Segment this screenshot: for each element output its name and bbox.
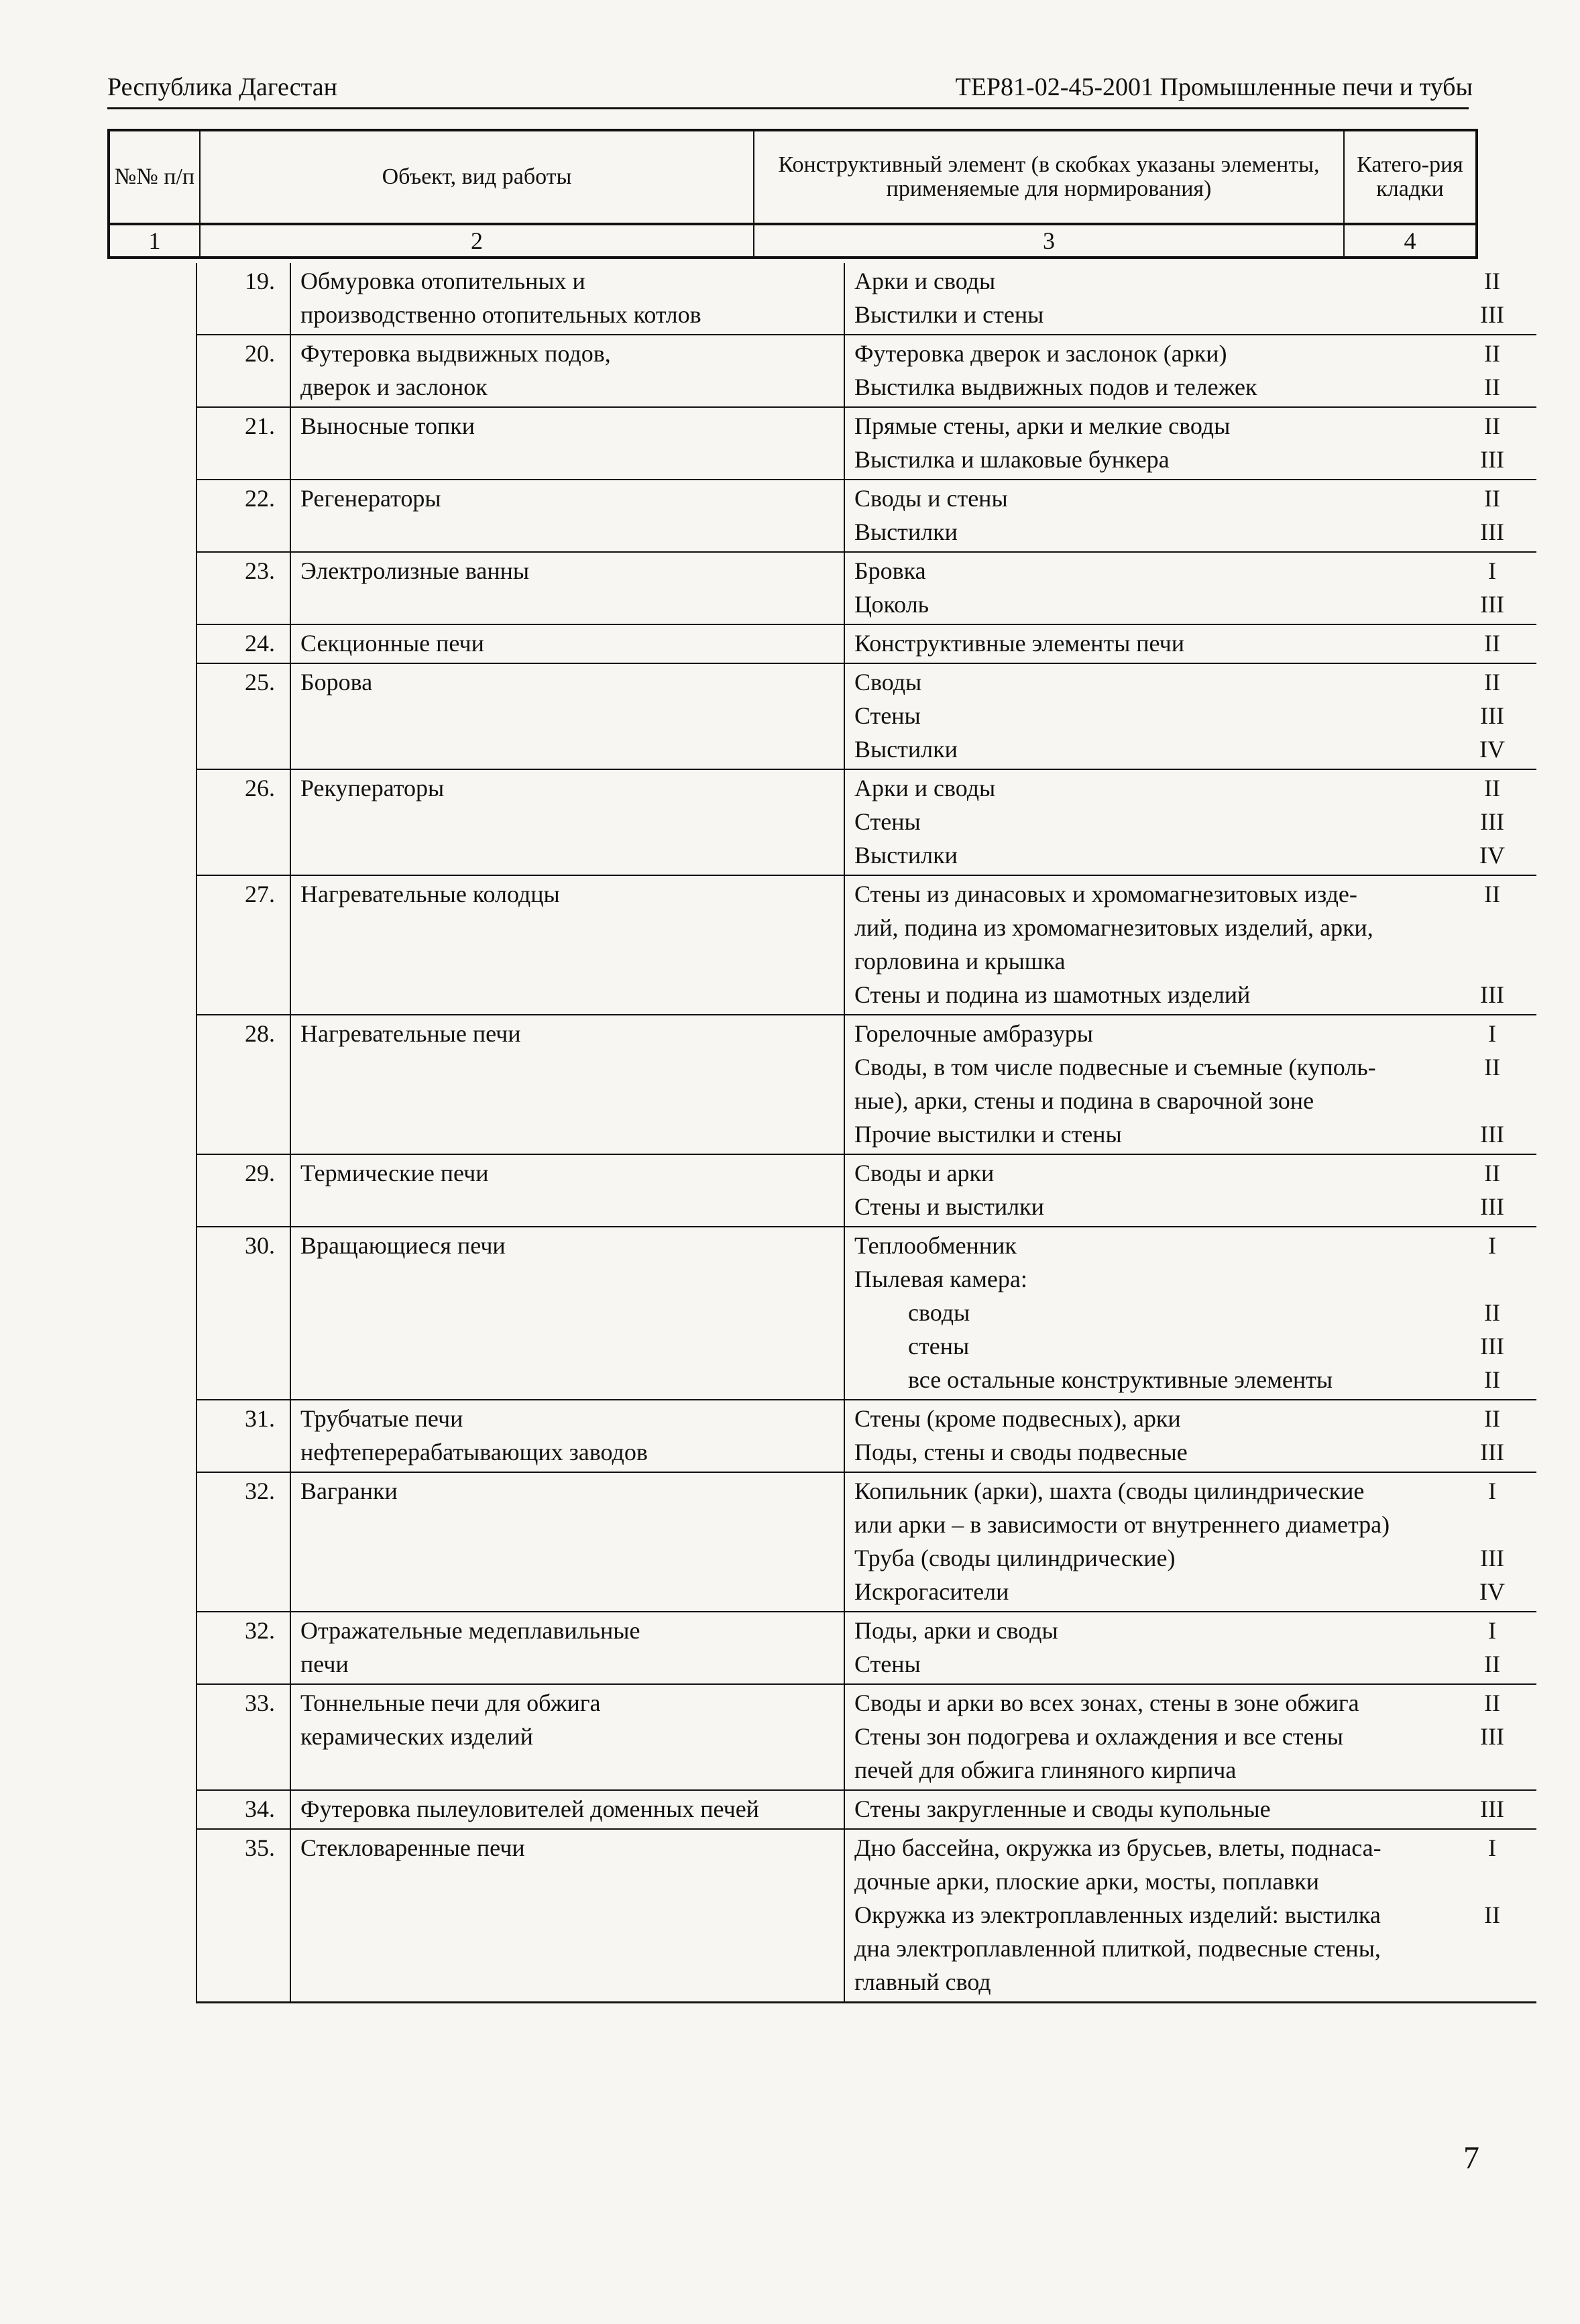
category-value: III bbox=[1480, 981, 1504, 1008]
element-line: Теплообменник bbox=[854, 1232, 1017, 1259]
category-value: II bbox=[1484, 1690, 1500, 1716]
object-cell bbox=[290, 1015, 844, 1154]
category-value: III bbox=[1480, 1333, 1504, 1360]
element-line: дна электроплавленной плиткой, подвесные стены, bbox=[854, 1935, 1381, 1962]
table-row bbox=[196, 1015, 1536, 1154]
norms-table bbox=[196, 263, 1536, 2003]
category-cell bbox=[1421, 480, 1536, 552]
row-number: 25. bbox=[196, 663, 290, 769]
element-line: Горелочные амбразуры bbox=[854, 1020, 1093, 1047]
table-row bbox=[196, 1472, 1536, 1612]
table-row bbox=[196, 875, 1536, 1015]
object-cell bbox=[290, 407, 844, 480]
category-value: I bbox=[1488, 557, 1496, 584]
category-value bbox=[1448, 1865, 1536, 1898]
element-cell bbox=[844, 407, 1421, 480]
element-line: все остальные конструктивные элементы bbox=[908, 1366, 1333, 1393]
row-number: 34. bbox=[196, 1790, 290, 1829]
category-value bbox=[1448, 911, 1536, 944]
element-line: или арки – в зависимости от внутреннего диаметра) bbox=[854, 1511, 1390, 1538]
category-value: II bbox=[1484, 1405, 1500, 1432]
header-left: Республика Дагестан bbox=[107, 73, 337, 101]
element-cell bbox=[844, 769, 1421, 875]
category-value bbox=[1448, 1932, 1536, 1965]
object-line: Футеровка выдвижных подов, bbox=[300, 340, 611, 367]
element-line: Выстилки bbox=[854, 842, 958, 869]
category-cell bbox=[1421, 769, 1536, 875]
category-cell bbox=[1421, 1015, 1536, 1154]
category-value: IV bbox=[1479, 1578, 1505, 1605]
category-cell bbox=[1421, 1472, 1536, 1612]
category-value: III bbox=[1480, 1193, 1504, 1220]
table-row bbox=[196, 1227, 1536, 1400]
element-cell bbox=[844, 875, 1421, 1015]
element-line: Прямые стены, арки и мелкие своды bbox=[854, 412, 1231, 439]
col-number-4: 4 bbox=[1344, 224, 1477, 258]
element-cell bbox=[844, 1790, 1421, 1829]
element-cell bbox=[844, 1015, 1421, 1154]
object-line: Трубчатые печи bbox=[300, 1405, 463, 1432]
element-line: Поды, стены и своды подвесные bbox=[854, 1439, 1188, 1465]
object-cell bbox=[290, 335, 844, 407]
row-number: 33. bbox=[196, 1684, 290, 1790]
table-row bbox=[196, 1154, 1536, 1227]
element-line: Стены и выстилки bbox=[854, 1193, 1044, 1220]
element-cell bbox=[844, 1154, 1421, 1227]
object-line: Обмуровка отопительных и bbox=[300, 268, 585, 294]
element-line: Выстилка и шлаковые бункера bbox=[854, 446, 1170, 473]
row-number: 30. bbox=[196, 1227, 290, 1400]
object-line: печи bbox=[300, 1651, 349, 1677]
header-rule bbox=[107, 107, 1469, 109]
element-line: Труба (своды цилиндрические) bbox=[854, 1545, 1176, 1571]
object-line: Термические печи bbox=[300, 1160, 489, 1186]
element-line: Выстилки bbox=[854, 736, 958, 763]
page-number: 7 bbox=[1463, 2140, 1479, 2176]
element-line: Цоколь bbox=[854, 591, 929, 618]
category-value: II bbox=[1484, 1054, 1500, 1081]
object-cell bbox=[290, 1472, 844, 1612]
object-cell bbox=[290, 1154, 844, 1227]
category-value: III bbox=[1480, 702, 1504, 729]
category-value bbox=[1448, 1753, 1536, 1787]
category-value: II bbox=[1484, 412, 1500, 439]
object-line: Электролизные ванны bbox=[300, 557, 530, 584]
category-value: II bbox=[1484, 340, 1500, 367]
element-line: Стены bbox=[854, 702, 921, 729]
element-line: Пылевая камера: bbox=[854, 1266, 1027, 1292]
object-cell bbox=[290, 663, 844, 769]
object-line: дверок и заслонок bbox=[300, 374, 488, 400]
object-cell bbox=[290, 1790, 844, 1829]
element-line: Своды и арки bbox=[854, 1160, 995, 1186]
col-header-category: Катего-рия кладки bbox=[1344, 130, 1477, 224]
object-cell bbox=[290, 1684, 844, 1790]
element-line: Стены bbox=[854, 808, 921, 835]
element-cell bbox=[844, 1684, 1421, 1790]
category-cell bbox=[1421, 263, 1536, 335]
element-line: Поды, арки и своды bbox=[854, 1617, 1058, 1644]
element-line: Своды bbox=[854, 669, 922, 696]
element-cell bbox=[844, 335, 1421, 407]
category-value: III bbox=[1480, 808, 1504, 835]
element-cell bbox=[844, 263, 1421, 335]
object-cell bbox=[290, 263, 844, 335]
category-value bbox=[1448, 944, 1536, 978]
element-line: Футеровка дверок и заслонок (арки) bbox=[854, 340, 1227, 367]
table-row bbox=[196, 335, 1536, 407]
category-cell bbox=[1421, 1154, 1536, 1227]
category-cell bbox=[1421, 1227, 1536, 1400]
element-line: Искрогасители bbox=[854, 1578, 1009, 1605]
object-cell bbox=[290, 1227, 844, 1400]
category-cell bbox=[1421, 1790, 1536, 1829]
element-line: Арки и своды bbox=[854, 775, 996, 801]
category-value: II bbox=[1484, 485, 1500, 512]
element-line: Копильник (арки), шахта (своды цилиндрические bbox=[854, 1478, 1365, 1504]
element-line: Дно бассейна, окружка из брусьев, влеты, поднаса- bbox=[854, 1834, 1381, 1861]
category-value: II bbox=[1484, 268, 1500, 294]
category-cell bbox=[1421, 335, 1536, 407]
element-line: Стены и подина из шамотных изделий bbox=[854, 981, 1251, 1008]
object-cell bbox=[290, 1400, 844, 1472]
element-line: Стены зон подогрева и охлаждения и все стены bbox=[854, 1723, 1343, 1750]
element-cell bbox=[844, 480, 1421, 552]
category-value bbox=[1448, 1508, 1536, 1541]
category-value: II bbox=[1484, 881, 1500, 907]
table-row bbox=[196, 552, 1536, 624]
object-line: керамических изделий bbox=[300, 1723, 533, 1750]
element-cell bbox=[844, 624, 1421, 663]
object-line: Стекловаренные печи bbox=[300, 1834, 525, 1861]
element-line: Стены (кроме подвесных), арки bbox=[854, 1405, 1181, 1432]
column-header-table bbox=[107, 129, 1478, 259]
row-number: 22. bbox=[196, 480, 290, 552]
element-line: лий, подина из хромомагнезитовых изделий, арки, bbox=[854, 914, 1373, 941]
category-value: I bbox=[1488, 1617, 1496, 1644]
element-cell bbox=[844, 1472, 1421, 1612]
table-row bbox=[196, 769, 1536, 875]
table-body bbox=[196, 263, 1536, 2003]
element-line: Выстилка выдвижных подов и тележек bbox=[854, 374, 1257, 400]
category-value: II bbox=[1484, 1299, 1500, 1326]
table-row bbox=[196, 663, 1536, 769]
table-row bbox=[196, 407, 1536, 480]
object-cell bbox=[290, 875, 844, 1015]
element-line: Выстилки bbox=[854, 518, 958, 545]
object-line: Нагревательные печи bbox=[300, 1020, 521, 1047]
row-number: 19. bbox=[196, 263, 290, 335]
category-value: IV bbox=[1479, 736, 1505, 763]
row-number: 20. bbox=[196, 335, 290, 407]
category-value: III bbox=[1480, 446, 1504, 473]
category-value: III bbox=[1480, 1121, 1504, 1148]
category-value: III bbox=[1480, 591, 1504, 618]
element-cell bbox=[844, 1227, 1421, 1400]
row-number: 26. bbox=[196, 769, 290, 875]
table-row bbox=[196, 1829, 1536, 2003]
object-line: нефтеперерабатывающих заводов bbox=[300, 1439, 648, 1465]
table-row bbox=[196, 480, 1536, 552]
category-cell bbox=[1421, 1829, 1536, 2003]
object-line: Рекуператоры bbox=[300, 775, 445, 801]
header-right: ТЕР81-02-45-2001 Промышленные печи и тубы bbox=[955, 73, 1473, 101]
element-line: стены bbox=[908, 1333, 970, 1360]
object-line: Секционные печи bbox=[300, 630, 484, 657]
element-line: Своды и арки во всех зонах, стены в зоне обжига bbox=[854, 1690, 1359, 1716]
row-number: 23. bbox=[196, 552, 290, 624]
category-value: III bbox=[1480, 1723, 1504, 1750]
object-line: Регенераторы bbox=[300, 485, 441, 512]
object-line: Нагревательные колодцы bbox=[300, 881, 560, 907]
element-line: Бровка bbox=[854, 557, 926, 584]
element-cell bbox=[844, 1612, 1421, 1684]
table-row bbox=[196, 624, 1536, 663]
object-cell bbox=[290, 1612, 844, 1684]
category-value: II bbox=[1484, 1901, 1500, 1928]
element-line: Своды и стены bbox=[854, 485, 1008, 512]
element-line: горловина и крышка bbox=[854, 948, 1066, 975]
category-value: II bbox=[1484, 374, 1500, 400]
object-line: Борова bbox=[300, 669, 373, 696]
object-line: Тоннельные печи для обжига bbox=[300, 1690, 601, 1716]
col-header-num: №№ п/п bbox=[109, 130, 200, 224]
element-line: своды bbox=[908, 1299, 970, 1326]
object-line: производственно отопительных котлов bbox=[300, 301, 701, 328]
col-header-object: Объект, вид работы bbox=[200, 130, 754, 224]
category-value: II bbox=[1484, 1651, 1500, 1677]
col-number-1: 1 bbox=[109, 224, 200, 258]
element-line: Стены из динасовых и хромомагнезитовых изде- bbox=[854, 881, 1357, 907]
category-value bbox=[1448, 1084, 1536, 1117]
element-line: Арки и своды bbox=[854, 268, 996, 294]
category-value: III bbox=[1480, 301, 1504, 328]
category-value: II bbox=[1484, 630, 1500, 657]
element-line: главный свод bbox=[854, 1969, 991, 1995]
table-row bbox=[196, 1790, 1536, 1829]
object-cell bbox=[290, 624, 844, 663]
category-value: II bbox=[1484, 775, 1500, 801]
element-line: печей для обжига глиняного кирпича bbox=[854, 1757, 1237, 1783]
object-cell bbox=[290, 769, 844, 875]
category-value: III bbox=[1480, 1795, 1504, 1822]
element-line: ные), арки, стены и подина в сварочной зоне bbox=[854, 1087, 1314, 1114]
element-line: Выстилки и стены bbox=[854, 301, 1044, 328]
element-line: Прочие выстилки и стены bbox=[854, 1121, 1122, 1148]
element-cell bbox=[844, 552, 1421, 624]
col-number-3: 3 bbox=[754, 224, 1344, 258]
category-value: I bbox=[1488, 1478, 1496, 1504]
category-value: II bbox=[1484, 1160, 1500, 1186]
element-line: Стены закругленные и своды купольные bbox=[854, 1795, 1271, 1822]
row-number: 32. bbox=[196, 1472, 290, 1612]
category-cell bbox=[1421, 552, 1536, 624]
row-number: 21. bbox=[196, 407, 290, 480]
category-cell bbox=[1421, 624, 1536, 663]
object-cell bbox=[290, 552, 844, 624]
object-line: Отражательные медеплавильные bbox=[300, 1617, 640, 1644]
object-line: Выносные топки bbox=[300, 412, 475, 439]
element-cell bbox=[844, 1400, 1421, 1472]
table-row bbox=[196, 263, 1536, 335]
category-cell bbox=[1421, 875, 1536, 1015]
category-cell bbox=[1421, 1612, 1536, 1684]
element-line: Своды, в том числе подвесные и съемные (куполь- bbox=[854, 1054, 1376, 1081]
category-value: III bbox=[1480, 1545, 1504, 1571]
element-cell bbox=[844, 663, 1421, 769]
row-number: 28. bbox=[196, 1015, 290, 1154]
object-cell bbox=[290, 1829, 844, 2003]
category-value: II bbox=[1484, 1366, 1500, 1393]
table-row bbox=[196, 1612, 1536, 1684]
element-line: Стены bbox=[854, 1651, 921, 1677]
object-line: Футеровка пылеуловителей доменных печей bbox=[300, 1795, 759, 1822]
element-line: Окружка из электроплавленных изделий: выстилка bbox=[854, 1901, 1381, 1928]
element-line: Конструктивные элементы печи bbox=[854, 630, 1185, 657]
category-value: I bbox=[1488, 1020, 1496, 1047]
category-cell bbox=[1421, 1400, 1536, 1472]
element-cell bbox=[844, 1829, 1421, 2003]
table-row bbox=[196, 1684, 1536, 1790]
category-value: I bbox=[1488, 1834, 1496, 1861]
category-value: I bbox=[1488, 1232, 1496, 1259]
row-number: 31. bbox=[196, 1400, 290, 1472]
category-cell bbox=[1421, 663, 1536, 769]
category-value: III bbox=[1480, 1439, 1504, 1465]
row-number: 27. bbox=[196, 875, 290, 1015]
row-number: 29. bbox=[196, 1154, 290, 1227]
object-line: Вагранки bbox=[300, 1478, 398, 1504]
object-cell bbox=[290, 480, 844, 552]
category-cell bbox=[1421, 407, 1536, 480]
col-number-2: 2 bbox=[200, 224, 754, 258]
category-value bbox=[1448, 1965, 1536, 1999]
table-row bbox=[196, 1400, 1536, 1472]
element-line: дочные арки, плоские арки, мосты, поплавки bbox=[854, 1868, 1320, 1895]
category-value bbox=[1448, 1262, 1536, 1296]
row-number: 24. bbox=[196, 624, 290, 663]
category-cell bbox=[1421, 1684, 1536, 1790]
col-header-element: Конструктивный элемент (в скобках указаны элементы, применяемые для нормирования) bbox=[754, 130, 1344, 224]
row-number: 35. bbox=[196, 1829, 290, 2003]
object-line: Вращающиеся печи bbox=[300, 1232, 506, 1259]
category-value: IV bbox=[1479, 842, 1505, 869]
category-value: II bbox=[1484, 669, 1500, 696]
row-number: 32. bbox=[196, 1612, 290, 1684]
category-value: III bbox=[1480, 518, 1504, 545]
